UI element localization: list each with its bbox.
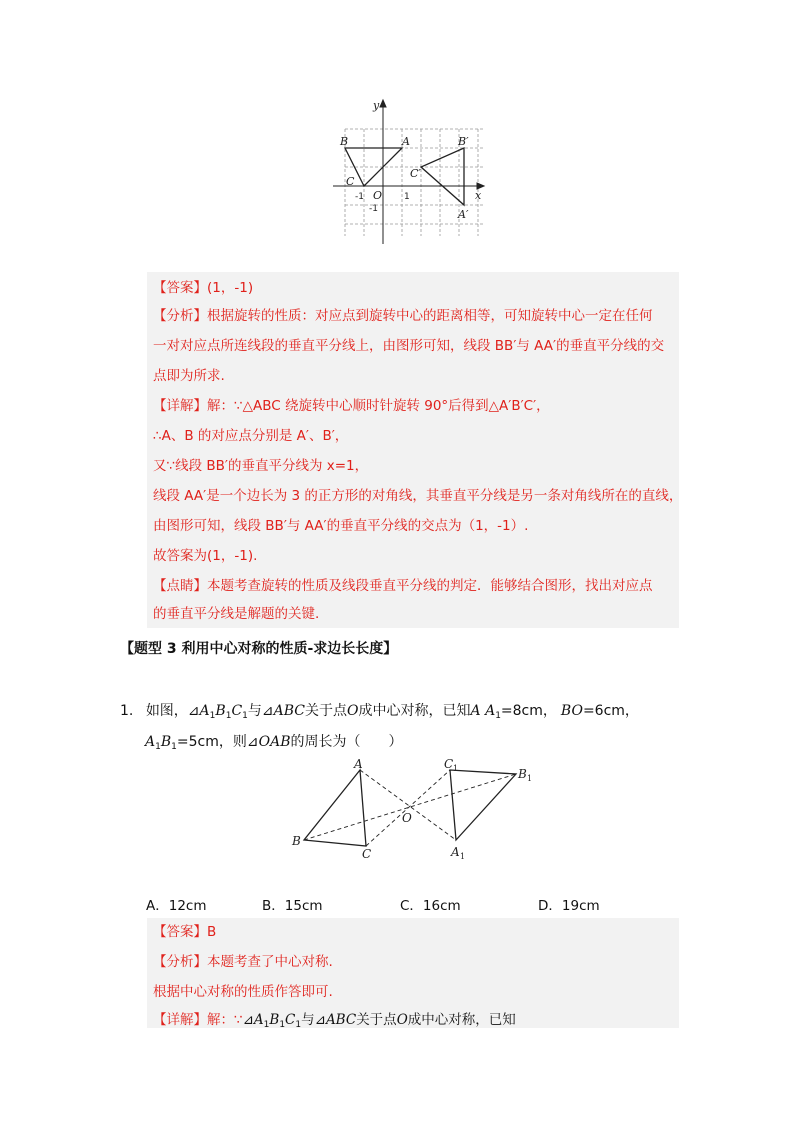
option-b[interactable]: B．15cm (262, 898, 323, 914)
axes (333, 100, 484, 244)
question-number: 1. (120, 703, 134, 719)
detail-1-line-3: 又∵线段 BB′的垂直平分线为 x=1， (153, 458, 369, 474)
fig2-label-b1: B (518, 767, 527, 781)
tick-neg-y: -1 (369, 204, 378, 214)
fig2-label-a1-sub: 1 (460, 852, 466, 861)
section-heading: 【题型 3 利用中心对称的性质-求边长长度】 (120, 641, 398, 657)
analysis-1-line-1: 【分析】根据旋转的性质：对应点到旋转中心的距离相等，可知旋转中心一定在任何 (153, 308, 653, 324)
analysis-2-line-1: 【分析】本题考查了中心对称. (153, 954, 333, 970)
label-a: A (402, 135, 410, 148)
fig2-label-o: O (402, 811, 412, 825)
label-b: B (340, 135, 349, 148)
detail-2-line-1: 【详解】解：$\because⊿A_1B_1C_1$与⊿ABC关于点O成中心对称，已知 (153, 1012, 516, 1030)
label-a2: A′ (458, 208, 469, 221)
fig2-label-c1: C (444, 758, 454, 771)
comment-1-line-2: 的垂直平分线是解题的关键. (153, 606, 320, 622)
solution-box-1 (147, 272, 683, 628)
analysis-1-line-3: 点即为所求. (153, 368, 225, 384)
label-x: x (475, 189, 482, 202)
fig2-label-c1-sub: 1 (453, 764, 459, 773)
triangle-a2b2c2 (421, 148, 464, 205)
answer-2: 【答案】B (153, 924, 217, 940)
option-c[interactable]: C．16cm (400, 898, 461, 914)
label-c2: C′ (410, 167, 421, 180)
triangle-a1b1c1 (450, 770, 516, 840)
detail-1-line-4: 线段 AA′是一个边长为 3 的正方形的对角线，其垂直平分线是另一条对角线所在的直线， (153, 488, 683, 504)
tick-neg-x: -1 (355, 192, 364, 202)
question-line-2: $A_1B_1=5cm$，则⊿OAB的周长为（ ） (145, 734, 403, 752)
analysis-1-line-2: 一对对应点所连线段的垂直平分线上，由图形可知，线段 BB′与 AA′的垂直平分线的交 (153, 338, 665, 354)
question-line-1: 1. 如图，$⊿A_1B_1C_1$与⊿ABC关于点O成中心对称，已知A $A_1=8cm$， BO=6cm， (120, 703, 639, 721)
label-c: C (346, 175, 355, 188)
solution-box-2 (147, 918, 679, 1028)
label-o: O (373, 189, 383, 202)
analysis-2-line-2: 根据中心对称的性质作答即可. (153, 984, 333, 1000)
detail-1-line-1: 【详解】解：∵△ABC 绕旋转中心顺时针旋转 90°后得到△A′B′C′， (153, 398, 550, 414)
triangle-abc-2 (304, 770, 366, 846)
detail-1-line-6: 故答案为(1，-1). (153, 548, 258, 564)
answer-1: 【答案】(1，-1) (153, 280, 254, 296)
symmetry-figure (288, 758, 548, 868)
label-b2: B′ (458, 135, 469, 148)
fig2-label-b1-sub: 1 (527, 774, 533, 783)
fig2-label-a1: A (451, 845, 460, 859)
fig2-label-b: B (292, 834, 301, 848)
option-d[interactable]: D．19cm (538, 898, 600, 914)
detail-1-line-2: ∴A、B 的对应点分别是 A′、B′， (153, 428, 349, 444)
detail-1-line-5: 由图形可知，线段 BB′与 AA′的垂直平分线的交点为（1，-1）. (153, 518, 529, 534)
rotation-figure (328, 96, 488, 246)
comment-1-line-1: 【点睛】本题考查旋转的性质及线段垂直平分线的判定．能够结合图形，找出对应点 (153, 578, 653, 594)
label-y: y (373, 99, 380, 112)
option-a[interactable]: A．12cm (146, 898, 207, 914)
fig2-label-c: C (362, 847, 372, 861)
tick-x: 1 (404, 192, 410, 202)
fig2-label-a: A (354, 758, 363, 771)
